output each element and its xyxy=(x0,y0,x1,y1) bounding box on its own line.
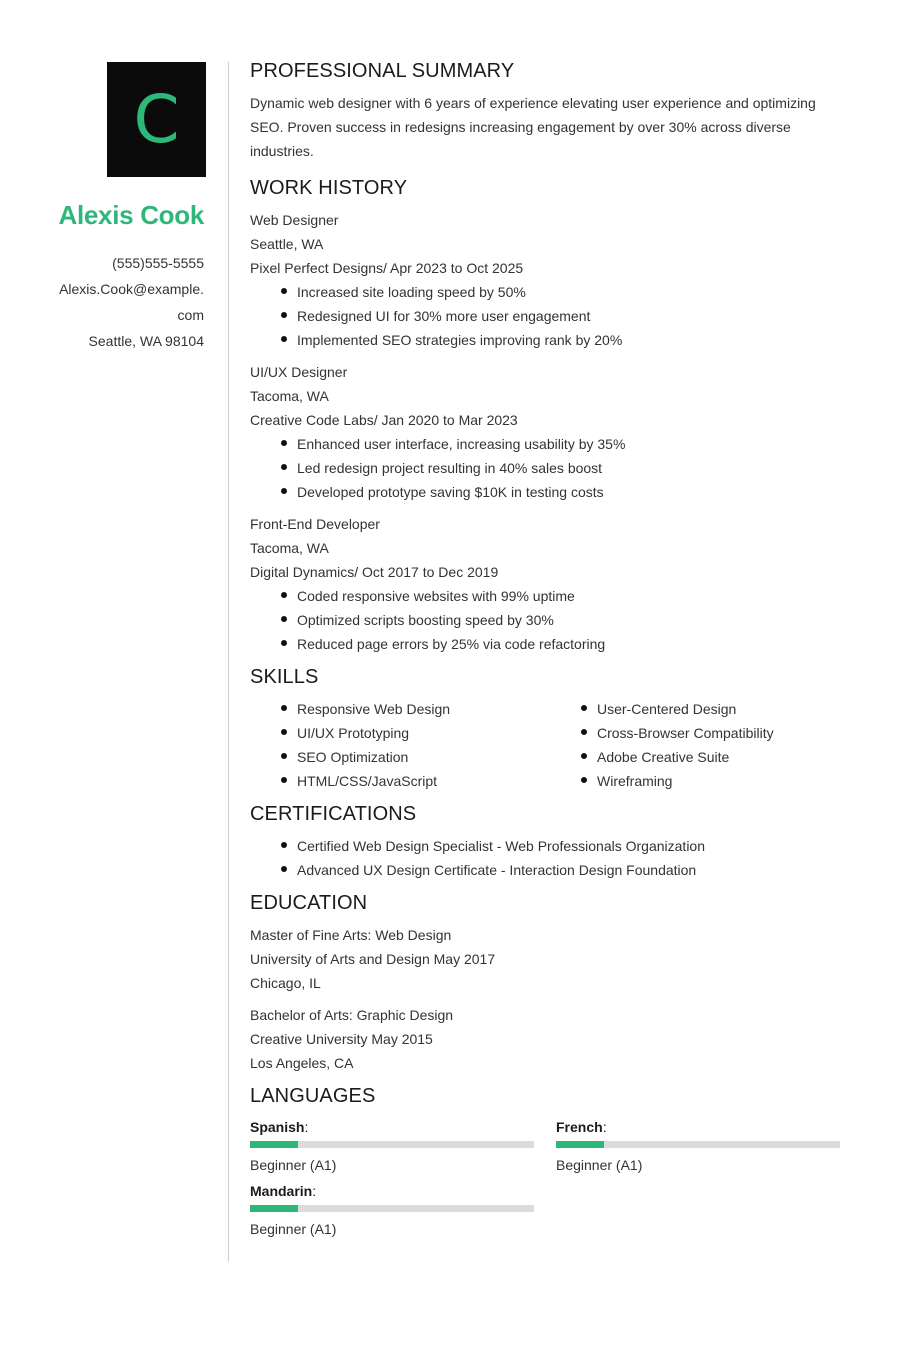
skills-right-column xyxy=(550,697,850,793)
job-title: Front-End Developer xyxy=(250,516,380,532)
bullet-item: Implemented SEO strategies improving rank by 20% xyxy=(297,328,850,352)
language-name-row: Spanish: xyxy=(250,1119,309,1135)
job-bullets xyxy=(250,584,850,656)
bullet-item: Enhanced user interface, increasing usability by 35% xyxy=(297,432,850,456)
language-entry xyxy=(250,1116,534,1176)
language-level: Beginner (A1) xyxy=(250,1157,337,1173)
language-entry xyxy=(250,1180,534,1240)
bullet-item: Redesigned UI for 30% more user engagement xyxy=(297,304,850,328)
job-title: Web Designer xyxy=(250,212,339,228)
proficiency-fill xyxy=(250,1205,298,1212)
job-title: UI/UX Designer xyxy=(250,364,348,380)
degree: Master of Fine Arts: Web Design xyxy=(250,927,452,943)
job-location: Tacoma, WA xyxy=(250,388,329,404)
school-date: University of Arts and Design May 2017 xyxy=(250,951,496,967)
school-location: Los Angeles, CA xyxy=(250,1055,354,1071)
section-heading: SKILLS xyxy=(250,666,319,688)
address: Seattle, WA 98104 xyxy=(88,333,204,349)
skill-item: User-Centered Design xyxy=(597,697,850,721)
language-name-row: French: xyxy=(556,1119,607,1135)
certification-item: Advanced UX Design Certificate - Interaction Design Foundation xyxy=(297,858,850,882)
bullet-item: Coded responsive websites with 99% uptime xyxy=(297,584,850,608)
education-section xyxy=(250,892,850,1075)
section-heading: EDUCATION xyxy=(250,892,368,914)
languages-section xyxy=(250,1085,850,1240)
proficiency-bar xyxy=(556,1141,840,1148)
school-date: Creative University May 2015 xyxy=(250,1031,433,1047)
work-history-section xyxy=(250,177,850,656)
proficiency-bar xyxy=(250,1205,534,1212)
degree: Bachelor of Arts: Graphic Design xyxy=(250,1007,454,1023)
section-heading: LANGUAGES xyxy=(250,1085,376,1107)
contact-info xyxy=(24,250,204,354)
job-location: Seattle, WA xyxy=(250,236,324,252)
main-content xyxy=(250,60,850,1250)
bullet-item: Optimized scripts boosting speed by 30% xyxy=(297,608,850,632)
certification-item: Certified Web Design Specialist - Web Professionals Organization xyxy=(297,834,850,858)
skill-item: UI/UX Prototyping xyxy=(297,721,550,745)
bullet-item: Reduced page errors by 25% via code refactoring xyxy=(297,632,850,656)
job-bullets xyxy=(250,280,850,352)
skills-left-column xyxy=(250,697,550,793)
skill-item: Cross-Browser Compatibility xyxy=(597,721,850,745)
section-heading: PROFESSIONAL SUMMARY xyxy=(250,60,515,82)
section-heading: WORK HISTORY xyxy=(250,177,408,199)
education-entry xyxy=(250,1003,850,1075)
email-line-2: com xyxy=(177,307,204,323)
monogram-initial: C xyxy=(133,80,180,158)
certification-list xyxy=(250,834,850,882)
skill-item: HTML/CSS/JavaScript xyxy=(297,769,550,793)
candidate-name: Alexis Cook xyxy=(58,200,204,230)
language-name: French xyxy=(556,1119,603,1135)
education-entry xyxy=(250,923,850,995)
job-entry xyxy=(250,360,850,504)
job-company-dates: Pixel Perfect Designs/ Apr 2023 to Oct 2025 xyxy=(250,260,524,276)
proficiency-fill xyxy=(556,1141,604,1148)
certifications-section xyxy=(250,803,850,882)
job-company-dates: Creative Code Labs/ Jan 2020 to Mar 2023 xyxy=(250,412,518,428)
skill-item: Wireframing xyxy=(597,769,850,793)
skill-item: Responsive Web Design xyxy=(297,697,550,721)
vertical-divider xyxy=(228,62,229,1262)
language-grid xyxy=(250,1116,850,1240)
skill-item: SEO Optimization xyxy=(297,745,550,769)
bullet-item: Developed prototype saving $10K in testing costs xyxy=(297,480,850,504)
proficiency-fill xyxy=(250,1141,298,1148)
section-heading: CERTIFICATIONS xyxy=(250,803,417,825)
skills-section xyxy=(250,666,850,793)
job-entry xyxy=(250,208,850,352)
language-level: Beginner (A1) xyxy=(556,1157,643,1173)
job-location: Tacoma, WA xyxy=(250,540,329,556)
language-name-row: Mandarin: xyxy=(250,1183,317,1199)
proficiency-bar xyxy=(250,1141,534,1148)
skills-columns xyxy=(250,697,850,793)
language-name: Spanish xyxy=(250,1119,305,1135)
email-line-1: Alexis.Cook@example. xyxy=(59,281,204,297)
school-location: Chicago, IL xyxy=(250,975,321,991)
phone: (555)555-5555 xyxy=(112,255,204,271)
job-company-dates: Digital Dynamics/ Oct 2017 to Dec 2019 xyxy=(250,564,499,580)
bullet-item: Increased site loading speed by 50% xyxy=(297,280,850,304)
summary-text: Dynamic web designer with 6 years of experience elevating user experience and optimizing SEO. Proven success in redesigns increasing engagement by over 30% across diverse industries. xyxy=(250,95,816,159)
job-entry xyxy=(250,512,850,656)
language-name: Mandarin xyxy=(250,1183,313,1199)
bullet-item: Led redesign project resulting in 40% sales boost xyxy=(297,456,850,480)
job-bullets xyxy=(250,432,850,504)
language-level: Beginner (A1) xyxy=(250,1221,337,1237)
monogram-logo xyxy=(107,62,206,177)
language-entry xyxy=(556,1116,840,1176)
summary-section xyxy=(250,60,850,163)
skill-item: Adobe Creative Suite xyxy=(597,745,850,769)
